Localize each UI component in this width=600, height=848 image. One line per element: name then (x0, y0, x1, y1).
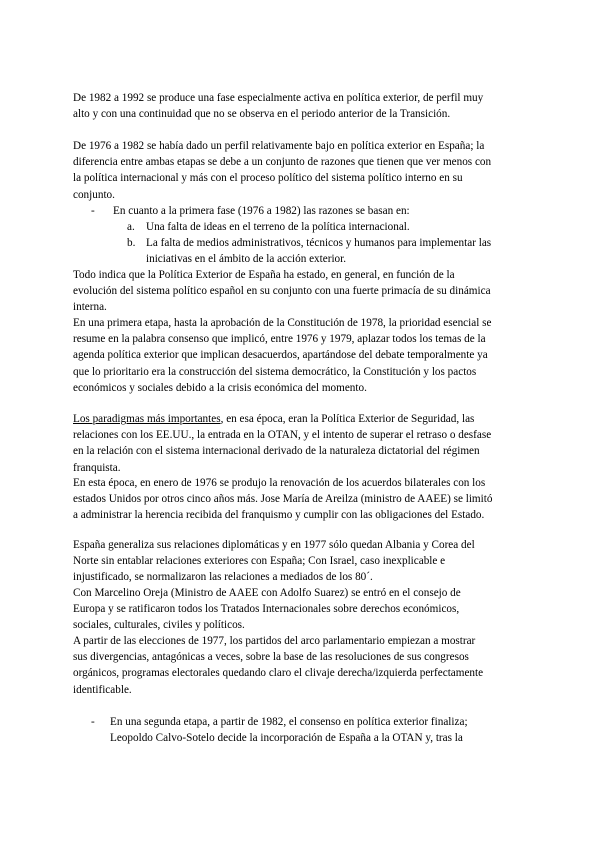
bullet-marker: - (91, 716, 95, 728)
text-line: franquista. (73, 461, 121, 474)
paragraph-4 (73, 315, 533, 396)
text-line: Europa y se ratificaron todos los Tratados Internacionales sobre derechos económicos, (73, 603, 460, 616)
bullet-item-2-line-1: En una segunda etapa, a partir de 1982, el consenso en política exterior finaliza; (110, 716, 468, 728)
paragraph-3 (73, 267, 533, 316)
sub-item-a: Una falta de ideas en el terreno de la política internacional. (146, 221, 410, 233)
text-line: A partir de las elecciones de 1977, los partidos del arco parlamentario empiezan a mostrar (73, 635, 476, 647)
text-line: en la relación con el sistema internacional derivado de la naturaleza dictatorial del régimen (73, 445, 480, 458)
bullet-item-1: En cuanto a la primera fase (1976 a 1982) las razones se basan en: (113, 205, 410, 217)
text-line: identificable. (73, 683, 132, 696)
text-line: la política internacional y más con el proceso político del sistema político interno en su (73, 172, 463, 185)
paragraph-6 (73, 475, 533, 524)
text-line: De 1982 a 1992 se produce una fase especialmente activa en política exterior, de perfil muy (73, 92, 484, 104)
text-line: diferencia entre ambas etapas se debe a un conjunto de razones que tienen que ver menos con (73, 156, 492, 169)
text-line: Todo indica que la Política Exterior de España ha estado, en general, en función de la (73, 269, 455, 281)
paragraph-2 (73, 138, 533, 203)
text-line: conjunto. (73, 188, 115, 201)
text-line: Con Marcelino Oreja (Ministro de AAEE con Adolfo Suarez) se entró en el consejo de (73, 587, 461, 599)
text-line: Norte sin entablar relaciones exteriores con España; Con Israel, caso inexplicable e (73, 555, 446, 568)
text-line: sus divergencias, antagónicas a veces, sobre la base de las resoluciones de sus congresos (73, 651, 469, 664)
list-marker-b: b. (127, 237, 136, 249)
sub-item-b-line-1: La falta de medios administrativos, técnicos y humanos para implementar las (146, 237, 492, 249)
text-line: España generaliza sus relaciones diplomáticas y en 1977 sólo quedan Albania y Corea del (73, 539, 475, 551)
list-marker-a: a. (127, 221, 135, 233)
underlined-phrase: Los paradigmas más importantes (73, 413, 221, 425)
paragraph-9 (73, 633, 533, 698)
text-line: En una primera etapa, hasta la aprobación de la Constitución de 1978, la prioridad esencial se (73, 317, 492, 329)
text-line: sociales, culturales, civiles y políticos. (73, 619, 245, 632)
text-line: económicos y sociales debido a la crisis económica del momento. (73, 381, 367, 394)
text-line: evolución del sistema político español en su conjunto con una fuerte primacía de su dinámica (73, 285, 491, 298)
paragraph-8 (73, 585, 533, 634)
paragraph-1 (73, 90, 533, 122)
text-line: alto y con una continuidad que no se observa en el periodo anterior de la Transición. (73, 108, 451, 121)
bullet-marker: - (91, 205, 95, 217)
paragraph-7 (73, 537, 533, 586)
text-line: relaciones con los EE.UU., la entrada en la OTAN, y el intento de superar el retraso o desfase (73, 429, 492, 442)
text-line: De 1976 a 1982 se había dado un perfil relativamente bajo en política exterior en España; la (73, 140, 485, 152)
text-line: estados Unidos por otros cinco años más. Jose María de Areilza (ministro de AAEE) se limitó (73, 493, 493, 506)
sub-item-b-line-2: iniciativas en el ámbito de la acción exterior. (146, 253, 347, 265)
text-line: resume en la palabra consenso que implicó, entre 1976 y 1979, aplazar todos los temas de la (73, 333, 486, 346)
text-fragment: , en esa época, eran la Política Exterior de Seguridad, las (220, 413, 475, 425)
text-line: En esta época, en enero de 1976 se produjo la renovación de los acuerdos bilaterales con los (73, 477, 486, 489)
paragraph-5 (73, 411, 533, 476)
text-line: orgánicos, programas electorales quedando claro el clivaje derecha/izquierda perfectamente (73, 667, 484, 680)
text-line: agenda política exterior que implican desacuerdos, apartándose del debate temporalmente ya (73, 349, 488, 362)
text-line (73, 411, 533, 427)
text-line: interna. (73, 301, 107, 314)
text-line: que lo prioritario era la construcción del sistema democrático, la Constitución y los pactos (73, 365, 477, 378)
text-line: a administrar la herencia recibida del franquismo y cumplir con las obligaciones del Estado. (73, 509, 485, 522)
text-line: injustificado, se normalizaron las relaciones a mediados de los 80´. (73, 571, 373, 584)
bullet-item-2-line-2: Leopoldo Calvo-Sotelo decide la incorporación de España a la OTAN y, tras la (110, 732, 463, 744)
